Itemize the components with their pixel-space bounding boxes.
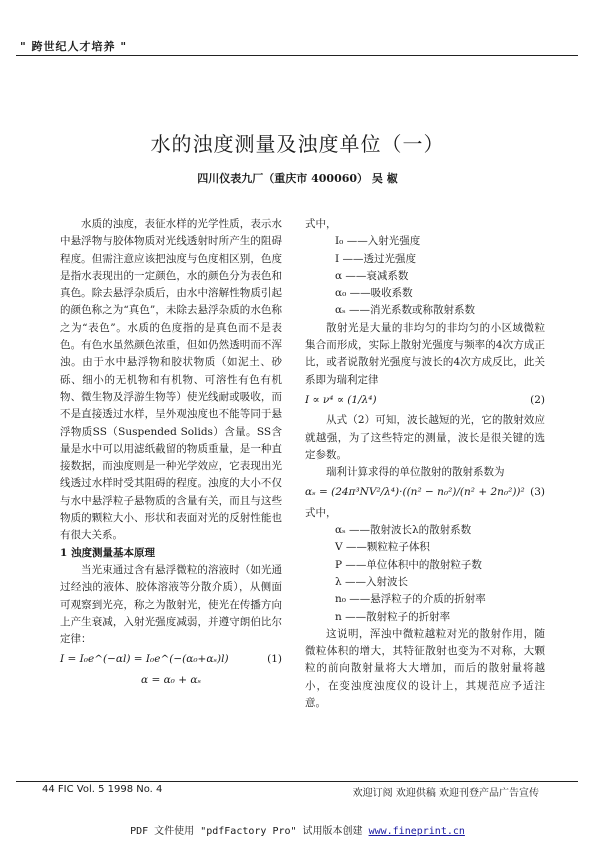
header-rule	[16, 55, 578, 56]
body-paragraph: 散射光是大量的非均匀的非均匀的小区域微粒集合而形成，实际上散射光强度与频率的4次方成正比，或者说散射光强度与波长的4次方成反比，此关系即为瑞利定律	[305, 321, 545, 386]
equation-2-number: (2)	[530, 393, 545, 406]
left-column	[60, 216, 282, 689]
equation-1-number: (1)	[267, 653, 282, 666]
intro-paragraph: 水质的浊度，表征水样的光学性质，表示水中悬浮物与胶体物质对光线透射时所产生的阻碍程度。但需注意应该把浊度与色度相区别，色度是指水表现出的一定颜色，水的颜色分为表色和真色。除去悬浮杂质后，由水中溶解性物质引起的颜色称之为“真色”，未除去悬浮杂质的水色称之为“表色”。水质的色度指的是真色而不是表色。有色水虽然颜色浓重，但如仍然透明而不浑浊。由于水中悬浮物和胶状物质（如泥土、砂砾、细小的无机物和有机物、可溶性有色有机物、微生物及浮游生物等）使光线耐或吸收，而不是直接透过水样，呈外观浊度也不能等同于悬浮物质SS（Suspended Solids）含量。SS含量是水中可以用滤纸截留的物质重量，是一种直接数据，而浊度则是一种光学效应，它表现出光线透过水样时受其阻碍的程度。浊度的大小不仅与水中悬浮粒子悬物质的含量有关，而且与这些物质的颗粒大小、形状和表面对光的反射性能也有很大关系。	[60, 218, 282, 542]
where-label: 式中，	[305, 506, 337, 519]
equation-3	[305, 484, 545, 501]
definition-item: α₀ ——吸收系数	[335, 287, 413, 300]
journal-footer: 44 FIC Vol. 5 1998 No. 4	[42, 784, 163, 795]
body-paragraph: 从式（2）可知，波长越短的光，它的散射效应就越强，为了这些特定的测量，波长是很关键的选定参数。	[305, 414, 545, 461]
equation-1-body: I = I₀e^(−αl) = I₀e^(−(α₀+αₛ)l)	[60, 653, 229, 666]
equation-2-body: I ∝ ν⁴ ∝ (1/λ⁴)	[305, 393, 377, 406]
definition-item: I₀ ——入射光强度	[335, 235, 421, 248]
definition-item: λ ——入射波长	[335, 575, 408, 588]
article-title: 水的浊度测量及浊度单位（一）	[150, 132, 445, 156]
equation-2	[305, 392, 545, 409]
body-paragraph: 瑞利计算求得的单位散射的散射系数为	[326, 466, 505, 479]
equation-3-number: (3)	[530, 486, 545, 499]
section-heading: 1 浊度测量基本原理	[60, 546, 155, 559]
equation-1-subline: α = α₀ + αₛ	[141, 673, 201, 686]
definition-item: P ——单位体积中的散射粒子数	[335, 558, 482, 571]
pdf-note-text: PDF 文件使用 "pdfFactory Pro" 试用版本创建	[130, 826, 369, 837]
definition-item: αₛ ——散射波长λ的散射系数	[335, 524, 472, 537]
right-column	[305, 216, 545, 712]
definition-item: n ——散射粒子的折射率	[335, 610, 451, 623]
equation-1	[60, 651, 282, 668]
section-tag: " 跨世纪人才培养 "	[20, 40, 128, 53]
definition-item: α ——衰减系数	[335, 269, 409, 282]
author-byline: 四川仪表九厂（重庆市 400060） 吴 椒	[197, 172, 398, 185]
definition-item: V ——颗粒粒子体积	[335, 541, 430, 554]
footer-rule	[16, 781, 578, 782]
definition-item: n₀ ——悬浮粒子的介质的折射率	[335, 593, 486, 606]
body-paragraph: 这说明，浑浊中微粒越粒对光的散射作用，随微粒体积的增大，其特征散射也变为不对称，大颗粒的前向散射量将大大增加，而后的散射量将越小，在变浊度浊度仪的设计上，其规范应予适注意。	[305, 627, 545, 710]
pdf-creator-note	[0, 822, 595, 837]
equation-3-body: αₛ = (24π³NV²/λ⁴)·((n² − n₀²)/(n² + 2n₀²))²	[305, 486, 525, 499]
pdf-note-link[interactable]: www.fineprint.cn	[368, 826, 465, 837]
footer-slogan: 欢迎订阅 欢迎供稿 欢迎刊登产品广告宣传	[352, 788, 539, 799]
section-paragraph: 当光束通过含有悬浮微粒的溶液时（如光通过经浊的液体、胶体溶液等分散介质），从侧面可观察到光亮，称之为散射光，使光在传播方向上产生衰减，入射光强度减弱，并遵守朗伯比尔定律：	[60, 563, 282, 646]
definition-item: I ——透过光强度	[335, 252, 416, 265]
definition-item: αₛ ——消光系数或称散射系数	[335, 304, 475, 317]
where-label: 式中，	[305, 218, 337, 230]
